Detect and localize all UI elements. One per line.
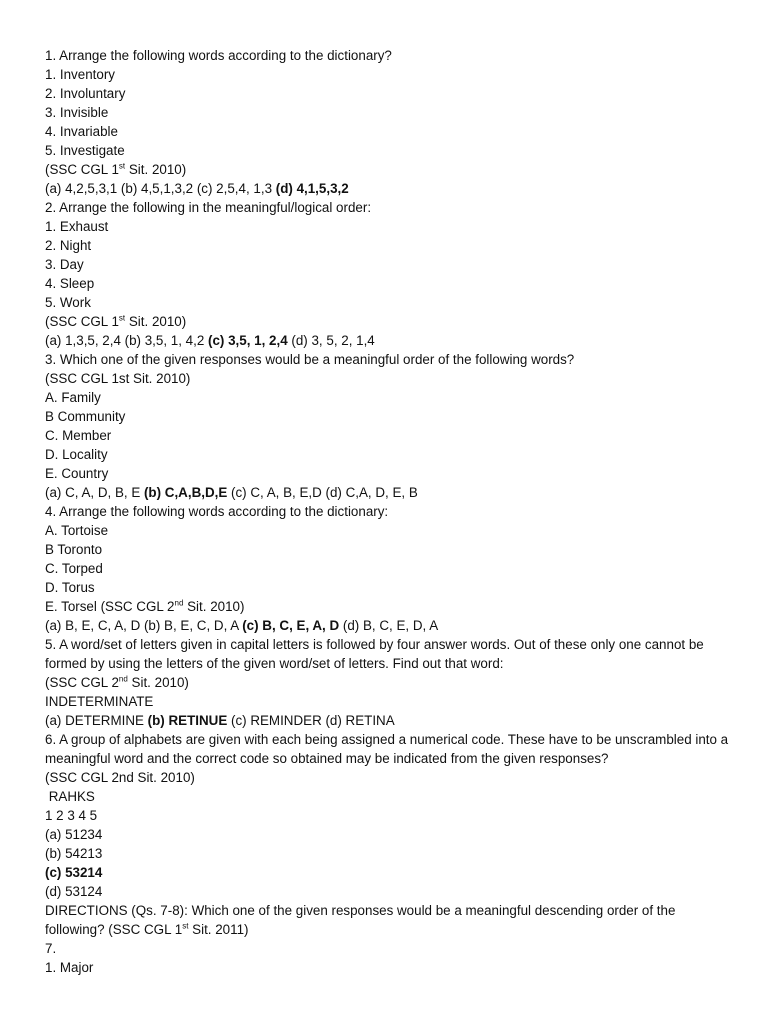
q1-answer: (d) 4,1,5,3,2 [275, 181, 349, 196]
q1-title: 1. Arrange the following words according to the dictionary? [45, 48, 392, 63]
q4-options: (a) B, E, C, A, D (b) B, E, C, D, A (c) B, C, E, A, D (d) B, C, E, D, A [45, 618, 439, 633]
q3-item: E. Country [45, 466, 109, 481]
q2-source: (SSC CGL 1st Sit. 2010) [45, 313, 187, 329]
q4-item: B Toronto [45, 542, 103, 557]
q3-item: D. Locality [45, 447, 108, 462]
q6-option-d: (d) 53124 [45, 884, 103, 899]
q3-source: (SSC CGL 1st Sit. 2010) [45, 371, 191, 386]
q1-item: 2. Involuntary [45, 86, 126, 101]
q2-item: 4. Sleep [45, 276, 95, 291]
q4-answer: (c) B, C, E, A, D [242, 618, 340, 633]
q4-item: D. Torus [45, 580, 95, 595]
q1-item: 4. Invariable [45, 124, 118, 139]
q4-item: E. Torsel (SSC CGL 2nd Sit. 2010) [45, 598, 245, 614]
q5-answer: (b) RETINUE [147, 713, 228, 728]
q1-options: (a) 4,2,5,3,1 (b) 4,5,1,3,2 (c) 2,5,4, 1,3 (d) 4,1,5,3,2 [45, 181, 349, 196]
q6-source: (SSC CGL 2nd Sit. 2010) [45, 770, 195, 785]
q4-title: 4. Arrange the following words according to the dictionary: [45, 504, 389, 519]
q7-number: 7. [45, 941, 57, 956]
q5-options: (a) DETERMINE (b) RETINUE (c) REMINDER (d) RETINA [45, 713, 395, 728]
q6-title: 6. A group of alphabets are given with each being assigned a numerical code. These have to be unscrambled into a meaningful word and the correct code so obtained may be indicated from the given responses? [45, 732, 729, 766]
q1-item: 5. Investigate [45, 143, 125, 158]
q2-item: 2. Night [45, 238, 92, 253]
question-document [45, 46, 735, 977]
q6-option-a: (a) 51234 [45, 827, 103, 842]
q4-item: C. Torped [45, 561, 103, 576]
q5-word: INDETERMINATE [45, 694, 154, 709]
q3-title: 3. Which one of the given responses would be a meaningful order of the following words? [45, 352, 575, 367]
q3-item: C. Member [45, 428, 112, 443]
q1-item: 1. Inventory [45, 67, 115, 82]
q3-item: B Community [45, 409, 126, 424]
q6-code: 1 2 3 4 5 [45, 808, 98, 823]
q2-item: 3. Day [45, 257, 84, 272]
q5-title: 5. A word/set of letters given in capital letters is followed by four answer words. Out of these only one cannot be formed by using the letters of the given word/set of letters. Find out that word: [45, 637, 704, 671]
q6-answer: (c) 53214 [45, 865, 103, 880]
q2-title: 2. Arrange the following in the meaningful/logical order: [45, 200, 372, 215]
q7-item: 1. Major [45, 960, 94, 975]
q2-item: 5. Work [45, 295, 91, 310]
q2-answer: (c) 3,5, 1, 2,4 [208, 333, 288, 348]
q3-options: (a) C, A, D, B, E (b) C,A,B,D,E (c) C, A, B, E,D (d) C,A, D, E, B [45, 485, 418, 500]
q3-item: A. Family [45, 390, 101, 405]
q5-source: (SSC CGL 2nd Sit. 2010) [45, 674, 189, 690]
q6-word: RAHKS [45, 789, 95, 804]
q1-source: (SSC CGL 1st Sit. 2010) [45, 161, 187, 177]
q2-options: (a) 1,3,5, 2,4 (b) 3,5, 1, 4,2 (c) 3,5, 1, 2,4 (d) 3, 5, 2, 1,4 [45, 333, 375, 348]
q1-item: 3. Invisible [45, 105, 109, 120]
q3-answer: (b) C,A,B,D,E [143, 485, 228, 500]
directions-text: DIRECTIONS (Qs. 7-8): Which one of the given responses would be a meaningful descending order of the following? (SSC CGL 1st Sit. 2011) [45, 903, 676, 937]
q2-item: 1. Exhaust [45, 219, 109, 234]
q4-item: A. Tortoise [45, 523, 109, 538]
q6-option-b: (b) 54213 [45, 846, 103, 861]
